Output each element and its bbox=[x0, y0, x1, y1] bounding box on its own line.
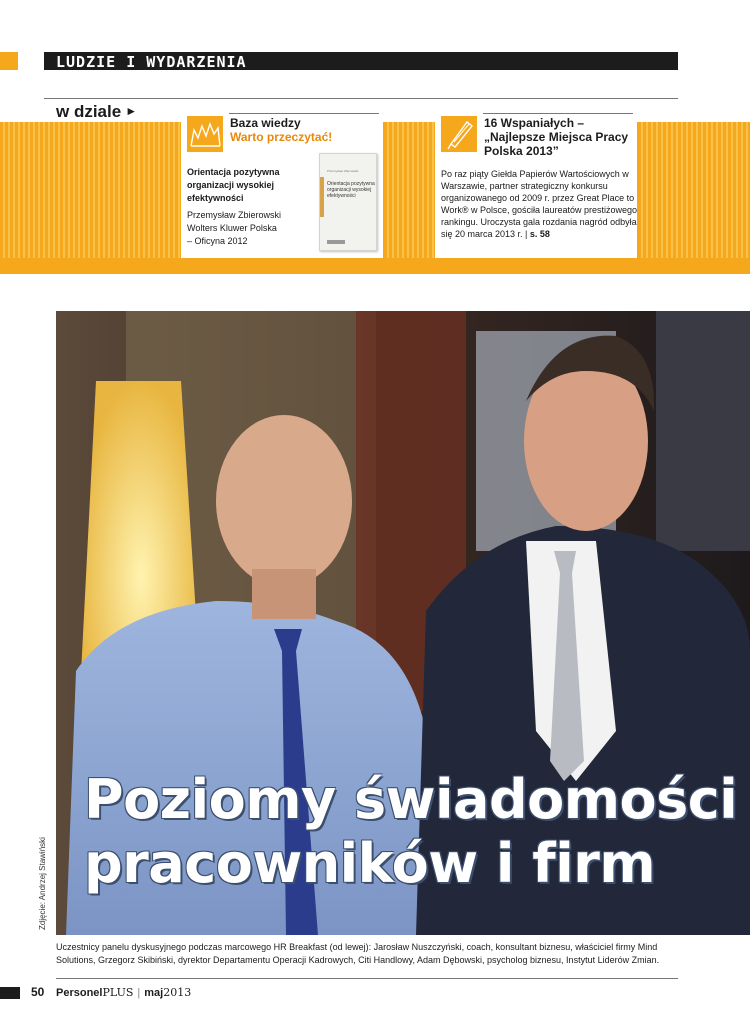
footer-separator: | bbox=[137, 987, 141, 999]
card-subheading: Warto przeczytać! bbox=[230, 130, 333, 144]
publisher-logo bbox=[327, 240, 345, 244]
book-publisher: Wolters Kluwer Polska bbox=[187, 223, 277, 233]
in-section-label bbox=[56, 102, 137, 122]
card-body-text: Po raz piąty Giełda Papierów Wartościowych w Warszawie, partner strategiczny konkursu organizowanego od 2009 r. przez Great Place to Work® w Polsce, gościła laureatów prestiżowego rankingu. Uroczysta gala rozdania nagród odbyła się 20 marca 2013 r. | bbox=[441, 169, 638, 239]
book-cover-image bbox=[319, 153, 377, 251]
section-header bbox=[44, 52, 678, 70]
issue-month: maj bbox=[144, 987, 164, 999]
page-reference[interactable]: s. 58 bbox=[529, 229, 550, 239]
page-number: 50 bbox=[31, 985, 45, 999]
brand-name: Personel bbox=[56, 987, 103, 999]
stripe-decoration bbox=[0, 122, 180, 258]
card-heading: 16 Wspaniałych – „Najlepsze Miejsca Pracy Polska 2013” bbox=[484, 116, 629, 158]
section-marker bbox=[0, 52, 18, 70]
book-title: Orientacja pozytywna organizacji wysokiej efektywności bbox=[187, 167, 280, 203]
photo-caption: Uczestnicy panelu dyskusyjnego podczas marcowego HR Breakfast (od lewej): Jarosław Nuszczyński, coach, konsultant biznesu, właściciel firmy Mind Solutions, Grzegorz Skibiński, dyrektor Departamentu Operacji Kadrowych, Citi Handlowy, Adam Dębowski, psycholog biznesu, Instytut Liderów Zmian. bbox=[56, 942, 660, 965]
triangle-right-icon: ► bbox=[125, 104, 138, 118]
card-body bbox=[441, 168, 641, 240]
footer-marker bbox=[0, 987, 20, 999]
headline-line-1: Poziomy świadomości bbox=[84, 768, 738, 831]
book-publisher-year: – Oficyna 2012 bbox=[187, 236, 248, 246]
cover-author: Przemysław Zbierowski bbox=[327, 169, 359, 173]
in-section-text: w dziale bbox=[56, 102, 122, 121]
card-rule bbox=[229, 113, 379, 114]
divider bbox=[44, 98, 678, 99]
book-author: Przemysław Zbierowski bbox=[187, 210, 282, 220]
footer-brand bbox=[56, 986, 191, 999]
card-rule bbox=[483, 113, 633, 114]
issue-year: 2013 bbox=[163, 986, 192, 999]
brand-plus: PLUS bbox=[102, 986, 134, 999]
teaser-card-event[interactable] bbox=[435, 113, 637, 258]
card-heading-text: Baza wiedzy bbox=[230, 116, 301, 130]
teaser-card-book[interactable] bbox=[181, 113, 383, 258]
photo-credit: Zdjęcie: Andrzej Stawiński bbox=[38, 837, 47, 930]
card-heading bbox=[230, 116, 332, 144]
stripe-decoration bbox=[638, 122, 750, 258]
headline-line-2: pracowników i firm bbox=[84, 832, 656, 895]
cover-accent bbox=[320, 177, 324, 217]
books-icon bbox=[187, 116, 223, 152]
pen-icon bbox=[441, 116, 477, 152]
divider bbox=[56, 978, 678, 979]
stripe-decoration bbox=[384, 122, 434, 258]
article-headline bbox=[84, 768, 737, 896]
section-title: LUDZIE I WYDARZENIA bbox=[56, 53, 247, 71]
book-details bbox=[187, 209, 307, 248]
cover-title: Orientacja pozytywna organizacji wysokiej efektywności bbox=[327, 181, 375, 199]
